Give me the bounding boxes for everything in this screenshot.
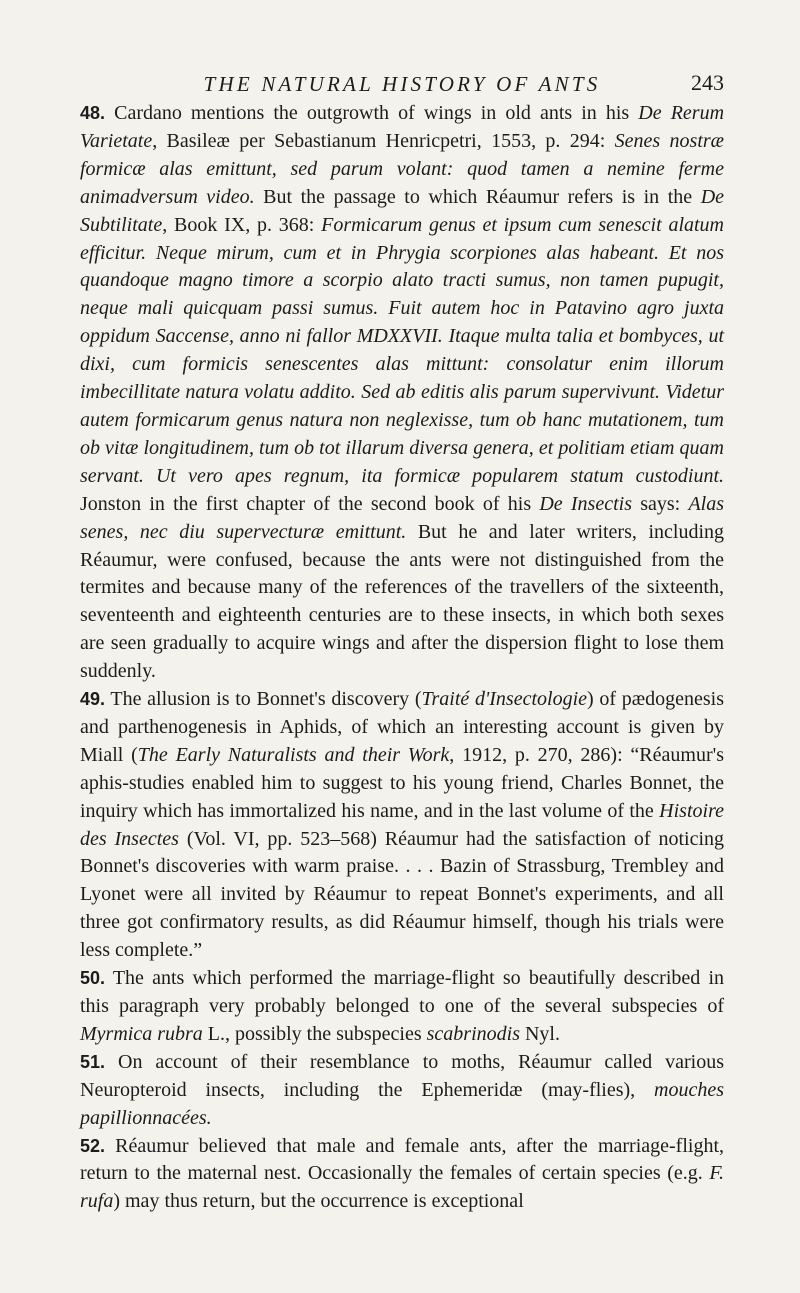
italic-text: Alas senes, nec diu supervecturæ emittunt. — [80, 492, 725, 543]
text-run: On account of their resemblance to moths, Réaumur called various Neuropteroid insects, including the Ephemeridæ (may-flies), — [80, 1050, 724, 1101]
text-run: , Basileæ per Sebastianum Henricpetri, 1553, p. 294: — [152, 129, 615, 152]
text-run: (Vol. VI, pp. 523–568) Réaumur had the satisfaction of noticing Bonnet's discoveries with warm praise. . . . Bazin of Strassburg, Trembley and Lyonet were all invited by Réaumur to repeat Bonnet's experiments, and all three got confirmatory results, as did Réaumur himself, though his trials were less complete.” — [80, 827, 725, 962]
italic-text: Myrmica rubra — [80, 1022, 203, 1045]
text-run: The ants which performed the marriage-flight so beautifully described in this paragraph very probably belonged to one of the several subspecies of — [80, 967, 724, 1017]
text-run: Cardano mentions the outgrowth of wings in old ants in his — [105, 102, 639, 124]
text-run: But the passage to which Réaumur refers is in the — [254, 185, 701, 208]
italic-text: mouches papillionnacées. — [80, 1078, 724, 1129]
endnote-number: 52. — [80, 1135, 106, 1156]
text-run: ) of pædogenesis and parthenogenesis in Aphids, of which an interesting account is given by Miall ( — [80, 688, 724, 766]
italic-text: Senes nostræ formicæ alas emittunt, sed parum volant: quod tamen a nemine ferme animadversum video. — [80, 129, 724, 208]
running-title: THE NATURAL HISTORY OF ANTS — [203, 72, 601, 96]
endnotes — [80, 100, 724, 1216]
text-run: Nyl. — [519, 1022, 560, 1045]
endnote-number: 48. — [80, 103, 106, 123]
endnote — [80, 965, 724, 1049]
italic-text: De Rerum Varietate — [80, 102, 725, 152]
text-run: Réaumur believed that male and female ants, after the marriage-flight, return to the maternal nest. Occasionally the females of certain species (e.g. — [80, 1134, 724, 1185]
page-header — [80, 0, 724, 100]
text-run: But he and later writers, including Réaumur, were confused, because the ants were not distinguished from the termites and because many of the references of the travellers of the sixteenth, seventeenth and eighteenth centuries are to these insects, in which both sexes are seen gradually to acquire wings and after the dispersion flight to lose them suddenly. — [80, 520, 725, 683]
text-run: ) may thus return, but the occurrence is exceptional — [113, 1190, 524, 1213]
text-run: The allusion is to Bonnet's discovery ( — [105, 688, 422, 711]
endnote — [80, 1133, 724, 1217]
text-run: , 1912, p. 270, 286): “Réaumur's aphis-studies enabled him to suggest to his young friend, Charles Bonnet, the inquiry which has immortalized his name, and in the last volume of the — [80, 743, 724, 822]
italic-text: The Early Naturalists and their Work — [137, 743, 450, 766]
italic-text: F. rufa — [80, 1162, 724, 1213]
endnote — [80, 100, 724, 686]
text-run: , Book IX, p. 368: — [162, 213, 322, 236]
text-run: L., possibly the subspecies — [202, 1022, 427, 1045]
italic-text: Formicarum genus et ipsum cum senescit alatum efficitur. Neque mirum, cum et in Phrygia scorpiones alas habeant. Et nos quandoque magno timore a scorpio alato tracti sumus, non tamen pupugit, neque mali quicquam passi sumus. Fuit autem hoc in Patavino agro juxta oppidum Saccense, anno ni fallor MDXXVII. Itaque multa talia et bombyces, ut dixi, cum formicis senescentes alas mittunt: consolatur enim illorum imbecillitate natura volatu addito. Sed ab editis alis parum supervivunt. Videtur autem formicarum genus natura non neglexisse, tum ob hanc mutationem, tum ob vitæ longitudinem, tum ob tot illarum diversa genera, et politiam etiam quam servant. Ut vero apes regnum, ita formicæ popularem statum custodiunt. — [80, 213, 725, 487]
italic-text: De Insectis — [539, 492, 632, 515]
endnote — [80, 686, 724, 965]
endnote-number: 51. — [80, 1051, 106, 1072]
page-number: 243 — [691, 70, 724, 95]
italic-text: Histoire des Insectes — [80, 799, 724, 850]
italic-text: Traité d'Insectologie — [421, 688, 588, 711]
italic-text: scabrinodis — [426, 1022, 520, 1045]
text-run: says: — [631, 492, 689, 515]
endnote-number: 49. — [80, 689, 106, 710]
italic-text: De Subtilitate — [80, 185, 725, 236]
text-run: Jonston in the first chapter of the second book of his — [80, 492, 540, 515]
endnote-number: 50. — [80, 968, 106, 989]
endnote — [80, 1049, 724, 1133]
